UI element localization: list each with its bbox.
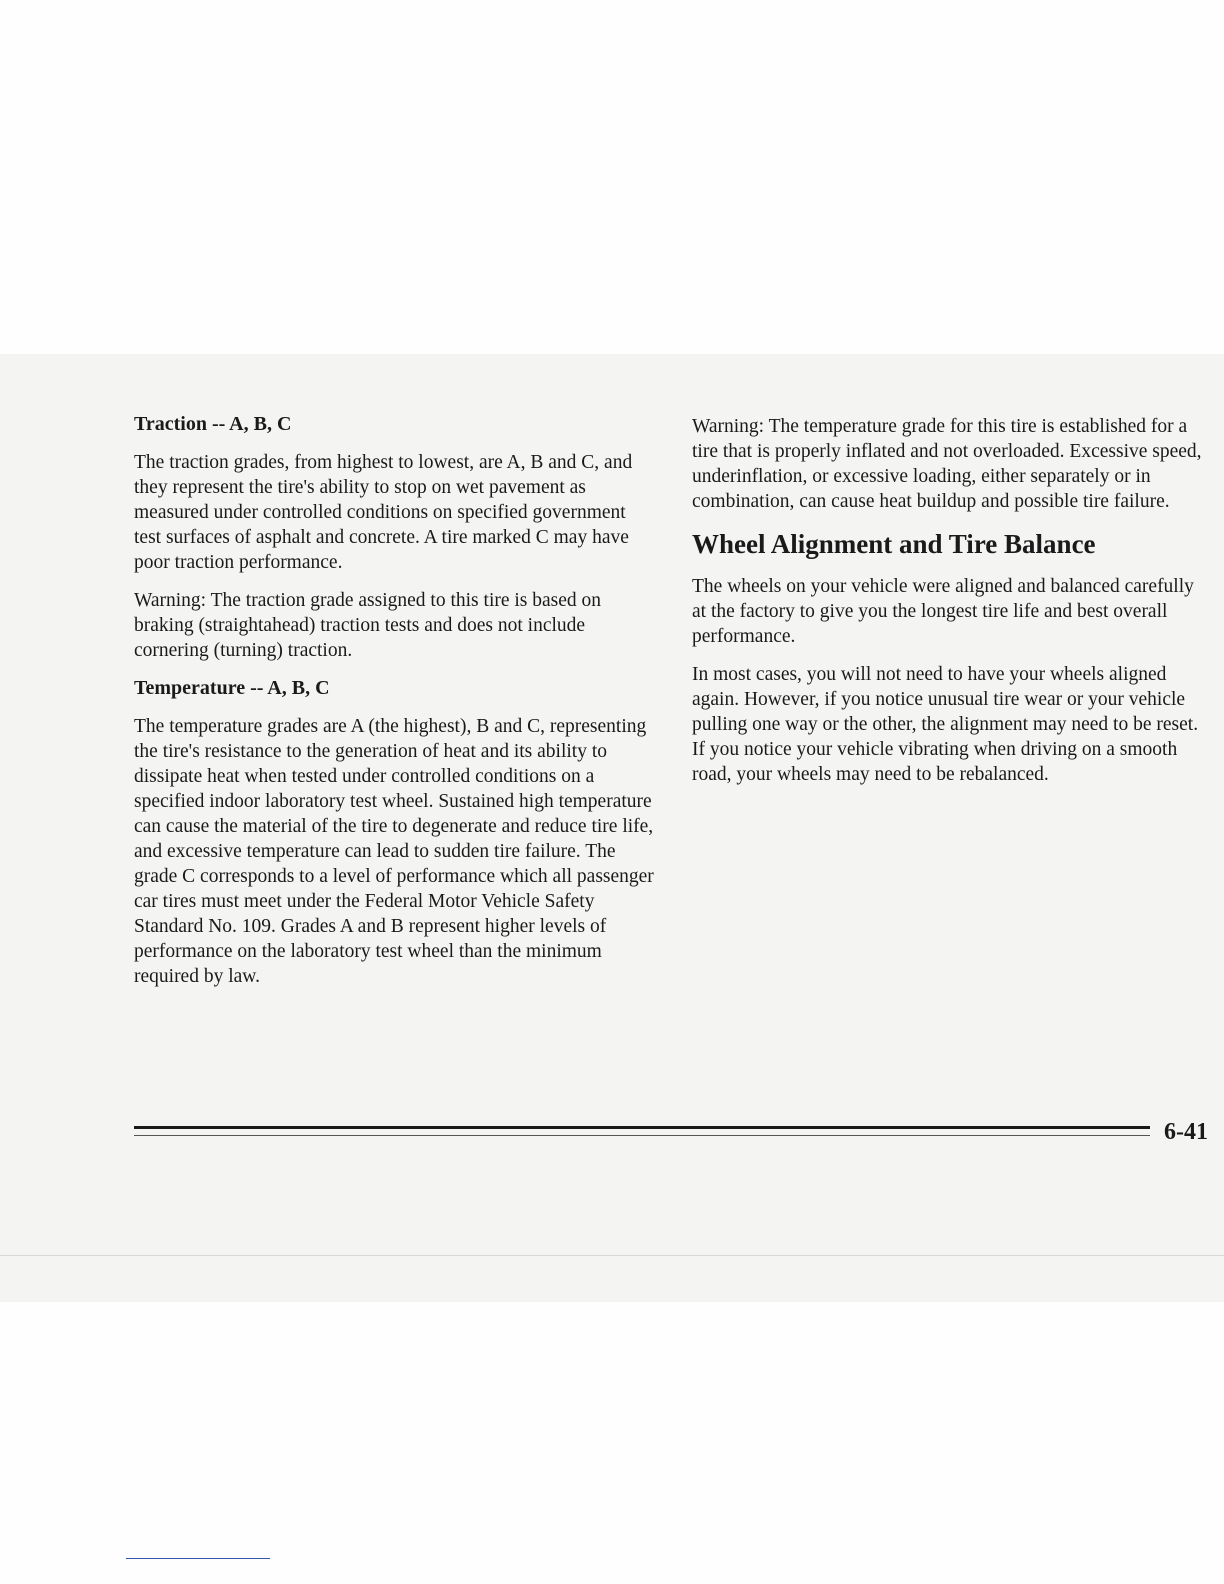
alignment-section-title: Wheel Alignment and Tire Balance <box>692 529 1096 559</box>
temperature-paragraph: The temperature grades are A (the highest), B and C, representing the tire's resistance to the generation of heat and its ability to dissipate heat when tested under controlled conditions on a specified indoor laboratory test wheel. Sustained high temperature can cause the material of the tire to degenerate and reduce tire life, and excessive temperature can lead to sudden tire failure. The grade C corresponds to a level of performance which all passenger car tires must meet under the Federal Motor Vehicle Safety Standard No. 109. Grades A and B represent higher levels of performance on the laboratory test wheel than the minimum required by law. <box>134 716 654 987</box>
traction-warning: Warning: The traction grade assigned to this tire is based on braking (straightahead) traction tests and does not include cornering (turning) traction. <box>134 590 602 661</box>
traction-heading: Traction -- A, B, C <box>134 413 292 435</box>
page-number: 6-41 <box>1164 1119 1208 1145</box>
alignment-paragraph-1: The wheels on your vehicle were aligned and balanced carefully at the factory to give you the longest tire life and best overall performance. <box>692 576 1194 648</box>
left-column <box>134 412 654 1002</box>
footer-rule-thin <box>134 1135 1150 1136</box>
footer-link-underline <box>126 1558 270 1559</box>
traction-paragraph: The traction grades, from highest to lowest, are A, B and C, and they represent the tire's ability to stop on wet pavement as measured under controlled conditions on specified government test surfaces of asphalt and concrete. A tire marked C may have poor traction performance. <box>134 452 633 573</box>
right-column <box>692 414 1202 800</box>
alignment-paragraph-2: In most cases, you will not need to have your wheels aligned again. However, if you notice unusual tire wear or your vehicle pulling one way or the other, the alignment may need to be reset. If you notice your vehicle vibrating when driving on a smooth road, your wheels may need to be rebalanced. <box>692 664 1199 786</box>
temperature-warning: Warning: The temperature grade for this tire is established for a tire that is properly inflated and not overloaded. Excessive speed, underinflation, or excessive loading, either separately or in combination, can cause heat buildup and possible tire failure. <box>692 416 1202 512</box>
temperature-heading: Temperature -- A, B, C <box>134 677 330 699</box>
footer-rule-thick <box>134 1126 1150 1129</box>
scan-edge-line <box>0 1255 1224 1256</box>
